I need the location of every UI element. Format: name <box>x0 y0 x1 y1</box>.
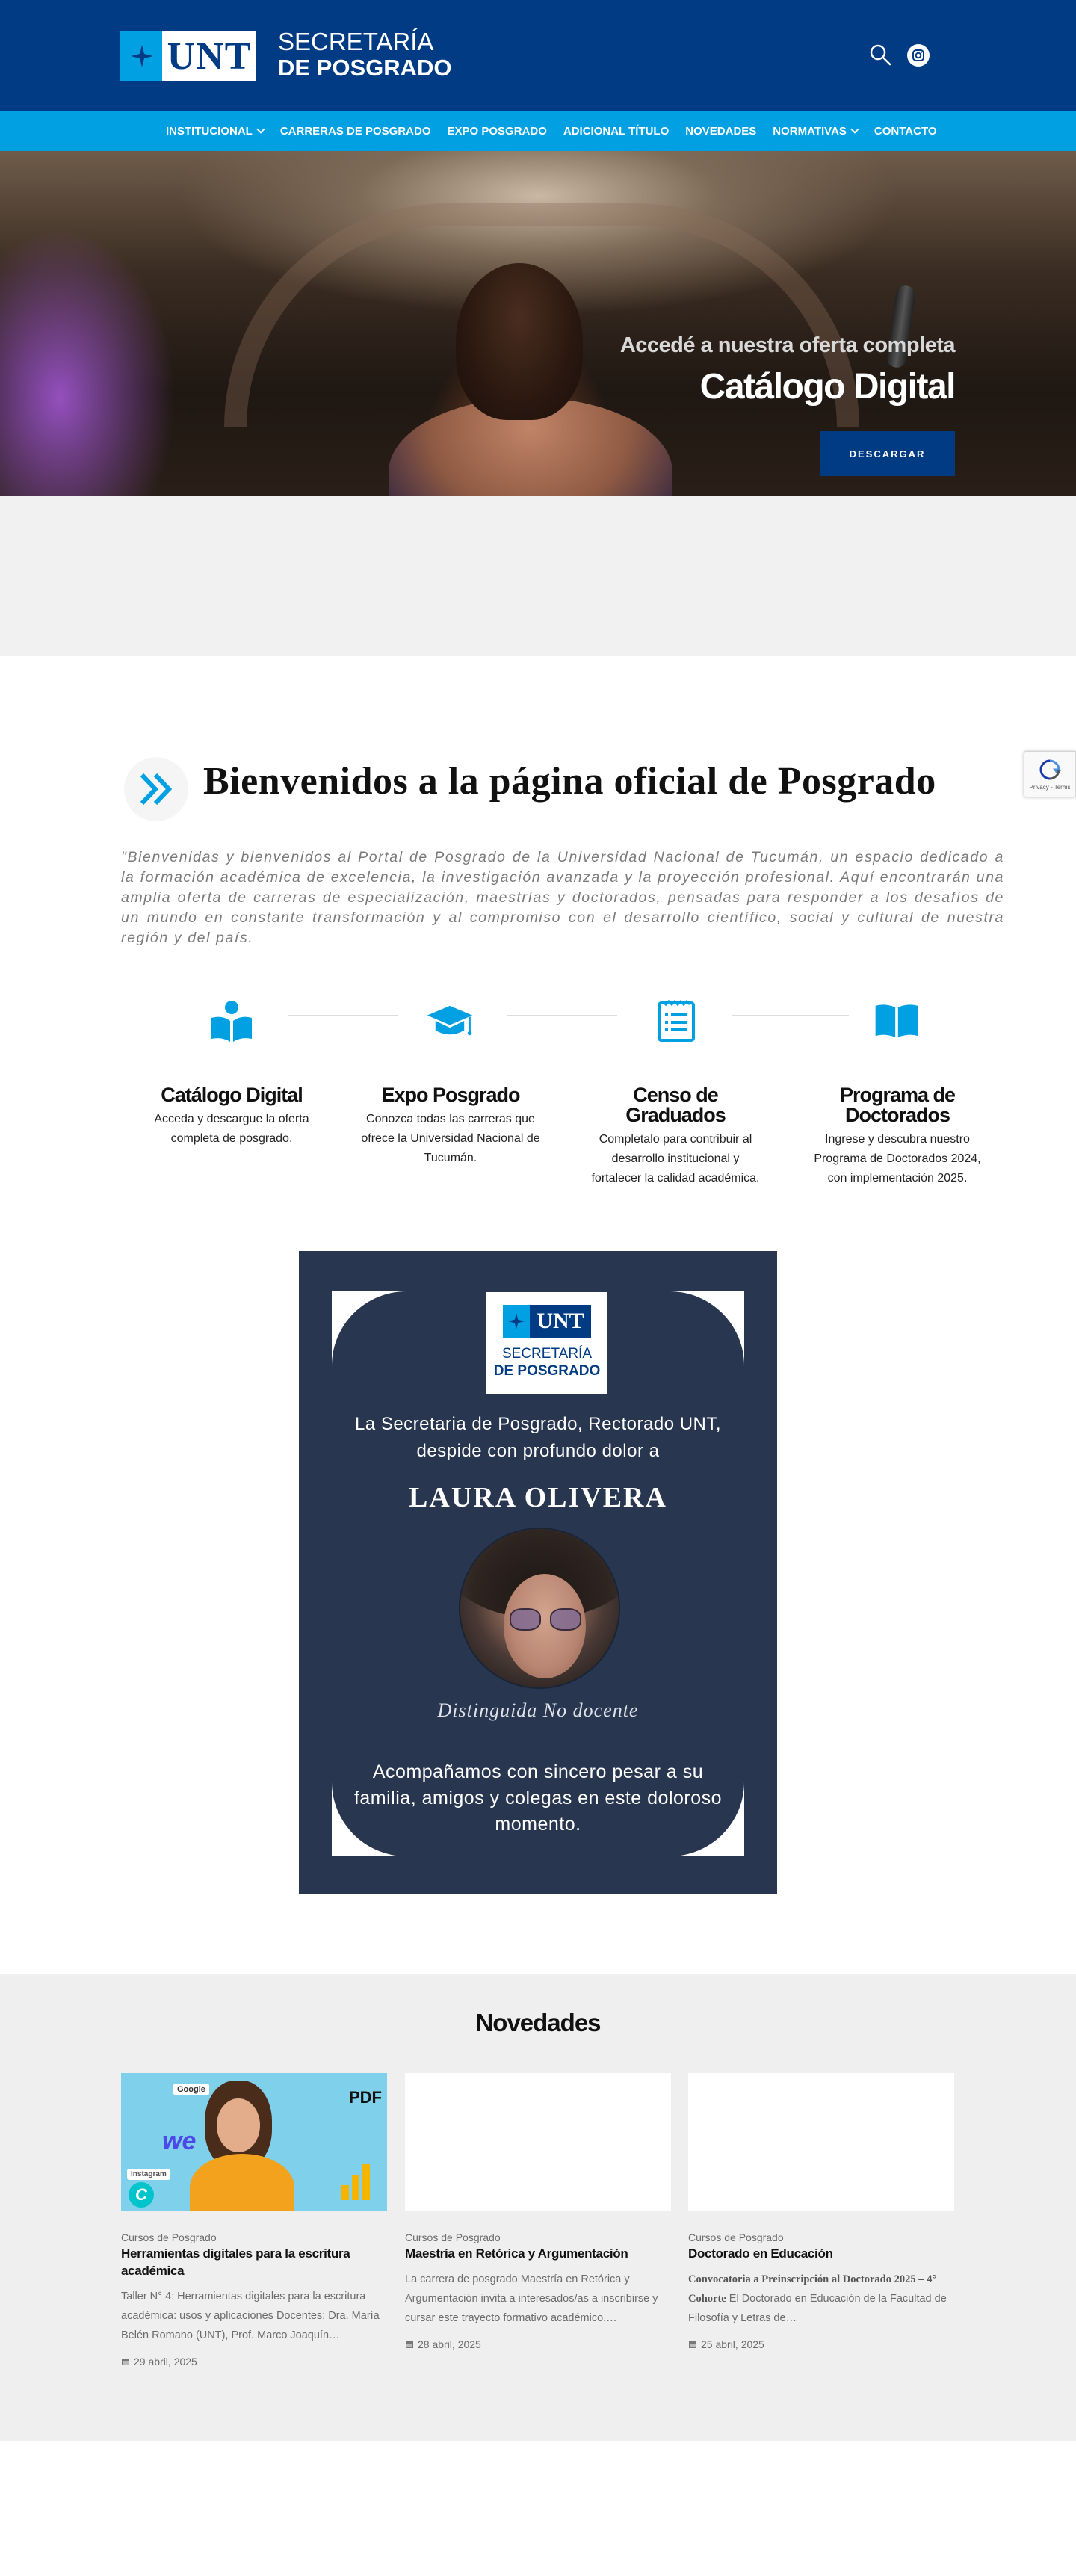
form-list-icon[interactable] <box>652 997 700 1045</box>
news-excerpt <box>121 2287 387 2345</box>
news-excerpt-text: La carrera de posgrado Maestría en Retórica y Argumentación invita a interesados/as a inscribirse y cursar este trayecto formativo académico.… <box>405 2273 658 2324</box>
news-excerpt <box>688 2270 954 2328</box>
thumb-label: Instagram <box>127 2169 170 2180</box>
news-date-text: 28 abril, 2025 <box>418 2338 481 2350</box>
news-date <box>688 2338 954 2350</box>
empty-band <box>0 496 1076 656</box>
feature-connector <box>507 1015 617 1016</box>
news-section <box>0 1974 1076 2441</box>
news-date <box>405 2338 671 2350</box>
feature-title: Catálogo Digital <box>161 1084 303 1106</box>
hero-banner <box>0 151 1076 496</box>
unt-logo[interactable] <box>120 31 256 81</box>
site-header <box>0 0 1076 111</box>
feature-text: Acceda y descargue la oferta completa de posgrado. <box>154 1113 309 1145</box>
news-date-text: 25 abril, 2025 <box>701 2338 764 2350</box>
news-category[interactable]: Cursos de Posgrado <box>405 2231 501 2243</box>
deceased-name: LAURA OLIVERA <box>409 1482 667 1513</box>
deceased-role: Distinguida No docente <box>437 1699 639 1721</box>
calendar-icon <box>405 2340 414 2349</box>
thumb-label: Google <box>173 2084 209 2095</box>
news-excerpt-text: El Doctorado en Educación de la Facultad de Filosofía y Letras de… <box>688 2293 947 2324</box>
feature-programa-de-doctorados[interactable] <box>808 1085 987 1188</box>
hero-title: Catálogo Digital <box>699 367 955 407</box>
calendar-icon <box>121 2357 130 2366</box>
feature-text: Conozca todas las carreras que ofrece la Universidad Nacional de Tucumán. <box>361 1113 540 1164</box>
condolence-card <box>299 1251 777 1894</box>
news-excerpt-bold: Convocatoria a Preinscripción al Doctorado 2025 – 4° Cohorte <box>688 2273 937 2305</box>
news-card[interactable] <box>688 2073 954 2350</box>
nav-novedades[interactable] <box>677 125 764 138</box>
news-category[interactable]: Cursos de Posgrado <box>688 2231 784 2243</box>
feature-text: Ingrese y descubra nuestro Programa de Doctorados 2024, con implementación 2025. <box>814 1133 981 1184</box>
thumb-label: C <box>129 2182 154 2208</box>
main-nav <box>0 111 1076 151</box>
recaptcha-badge[interactable] <box>1024 751 1076 797</box>
nav-label: INSTITUCIONAL <box>166 124 253 138</box>
site-title-line2: DE POSGRADO <box>278 55 452 81</box>
nav-expo-posgrado[interactable] <box>439 125 555 138</box>
nav-carreras-de-posgrado[interactable] <box>272 125 439 138</box>
feature-catalogo-digital[interactable] <box>142 1085 321 1149</box>
news-thumbnail[interactable] <box>405 2073 671 2211</box>
nav-label: CARRERAS DE POSGRADO <box>279 124 431 138</box>
feature-text: Completalo para contribuir al desarrollo institucional y fortalecer la calidad académica. <box>591 1133 760 1184</box>
calendar-icon <box>688 2340 697 2349</box>
news-headline[interactable]: Doctorado en Educación <box>688 2246 833 2261</box>
news-category[interactable]: Cursos de Posgrado <box>121 2231 217 2243</box>
news-headline[interactable]: Herramientas digitales para la escritura académica <box>121 2246 350 2278</box>
news-thumbnail[interactable] <box>688 2073 954 2211</box>
open-book-icon[interactable] <box>873 997 921 1045</box>
card-logo-line2: DE POSGRADO <box>493 1363 601 1379</box>
card-logo-line1: SECRETARÍA <box>501 1346 592 1362</box>
feature-title: Expo Posgrado <box>381 1084 520 1106</box>
graduation-cap-icon[interactable] <box>426 997 474 1045</box>
nav-adicional-titulo[interactable] <box>555 125 677 138</box>
star-icon <box>131 45 153 67</box>
nav-label: EXPO POSGRADO <box>447 124 547 138</box>
news-title: Novedades <box>475 2009 601 2036</box>
recaptcha-icon <box>1039 759 1061 781</box>
instagram-icon[interactable] <box>907 44 930 67</box>
feature-connector <box>288 1015 398 1016</box>
feature-connector <box>732 1015 849 1016</box>
news-thumbnail[interactable] <box>121 2073 387 2211</box>
card-corner <box>332 1291 406 1366</box>
logo-star-block <box>120 31 162 81</box>
condolence-outro: Acompañamos con sincero pesar a su familia, amigos y colegas en este doloroso momento. <box>353 1761 723 1835</box>
news-excerpt-text: Taller N° 4: Herramientas digitales para la escritura académica: usos y aplicaciones Docentes: Dra. María Belén Romano (UNT), Prof. Marco Joaquín… <box>121 2291 380 2341</box>
portrait-photo <box>459 1528 620 1689</box>
nav-label: NOVEDADES <box>685 124 757 138</box>
condolence-intro: La Secretaria de Posgrado, Rectorado UNT, despide con profundo dolor a <box>354 1414 722 1461</box>
nav-label: ADICIONAL TÍTULO <box>563 124 670 138</box>
news-date-text: 29 abril, 2025 <box>134 2356 197 2367</box>
feature-expo-posgrado[interactable] <box>361 1085 540 1168</box>
feature-censo-de-graduados[interactable] <box>586 1085 765 1188</box>
thumb-label: PDF <box>349 2088 382 2107</box>
recaptcha-links[interactable]: Privacy - Terms <box>1029 783 1071 791</box>
nav-contacto[interactable] <box>866 125 945 138</box>
chevron-down-icon <box>256 125 265 133</box>
news-excerpt <box>405 2270 671 2328</box>
download-button[interactable]: DESCARGAR <box>820 431 955 476</box>
card-corner <box>670 1291 744 1366</box>
thumb-label: we <box>162 2127 197 2155</box>
hero-subtitle: Accedé a nuestra oferta completa <box>619 333 955 357</box>
star-icon <box>508 1313 525 1329</box>
nav-normativas[interactable] <box>764 125 866 138</box>
welcome-title: Bienvenidos a la página oficial de Posgrado <box>203 760 936 803</box>
chevron-down-icon <box>850 125 859 133</box>
card-logo <box>486 1292 607 1394</box>
book-reader-icon[interactable] <box>208 997 256 1045</box>
welcome-text: "Bienvenidas y bienvenidos al Portal de Posgrado de la Universidad Nacional de Tucumán, un espacio dedicado a la formación académica de excelencia, la investigación avanzada y la proyección profesional. Aquí encontrarán una amplia oferta de carreras de especialización, maestrías y doctorados, pensadas para responder a los desafíos de un mundo en constante transformación y al compromiso con el desarrollo científico, social y cultural de nuestra región y del país. <box>121 849 1004 946</box>
hero-person-head <box>456 263 583 420</box>
nav-institucional[interactable] <box>166 125 272 138</box>
feature-title: Censo de Graduados <box>625 1084 726 1126</box>
feature-title: Programa de Doctorados <box>839 1084 956 1126</box>
site-title[interactable] <box>278 28 452 81</box>
search-icon[interactable] <box>869 43 891 66</box>
news-date <box>121 2356 387 2367</box>
double-chevron-right-icon <box>124 757 188 821</box>
news-headline[interactable]: Maestría en Retórica y Argumentación <box>405 2246 628 2261</box>
card-logo-text: UNT <box>530 1305 591 1338</box>
news-card[interactable] <box>405 2073 671 2350</box>
bar-chart-icon <box>341 2163 374 2200</box>
site-title-line1: SECRETARÍA <box>278 28 434 55</box>
nav-label: CONTACTO <box>874 124 937 138</box>
news-card[interactable] <box>121 2073 387 2367</box>
logo-text: UNT <box>167 34 252 78</box>
nav-label: NORMATIVAS <box>773 124 847 138</box>
